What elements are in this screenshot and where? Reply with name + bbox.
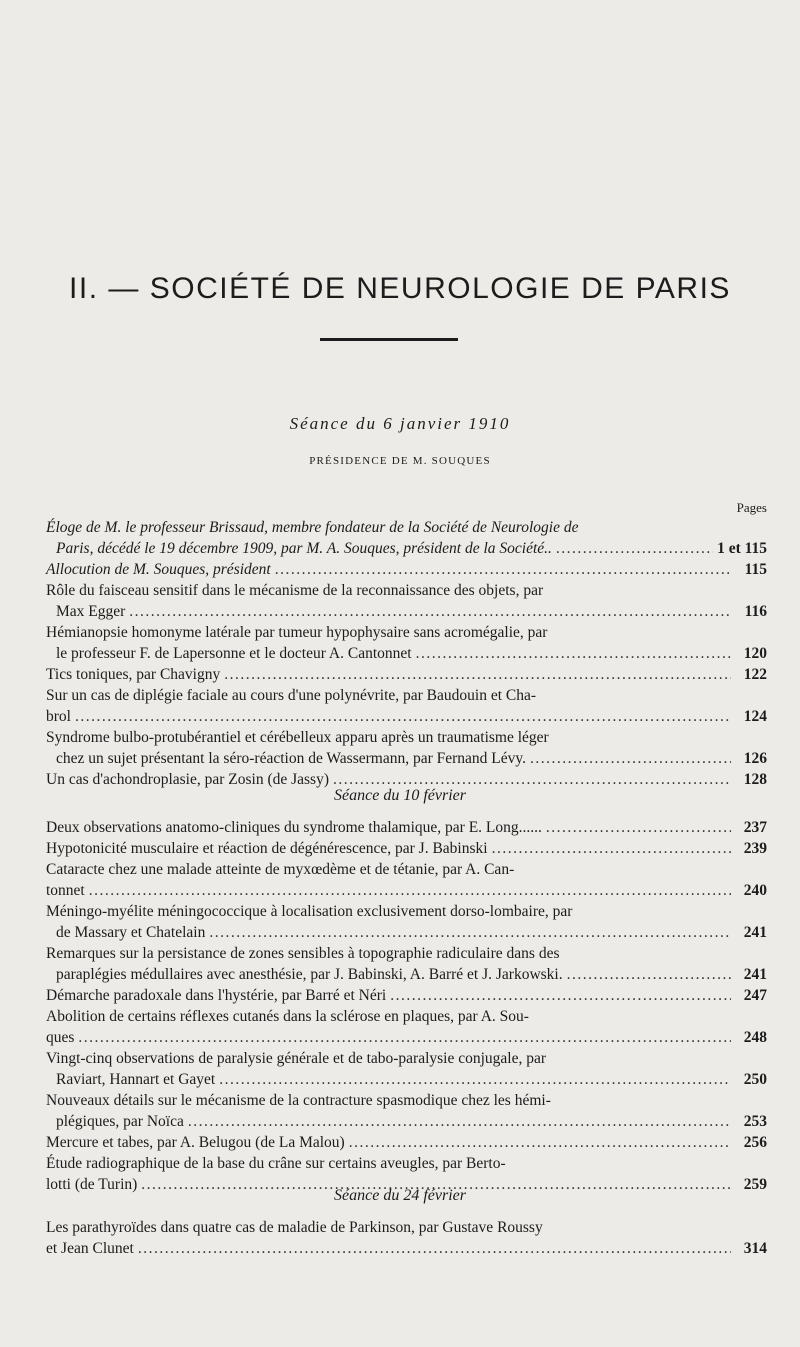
entry-text: ques bbox=[46, 1029, 75, 1046]
entry-text: Deux observations anatomo-cliniques du syndrome thalamique, par E. Long...... bbox=[46, 819, 542, 836]
entry-page: 120 bbox=[743, 645, 767, 662]
session-1-entries bbox=[46, 517, 767, 790]
entry-text: Abolition de certains réflexes cutanés dans la sclérose en plaques, par A. Sou- bbox=[46, 1008, 529, 1025]
toc-entry bbox=[46, 943, 767, 985]
entry-text: le professeur F. de Lapersonne et le docteur A. Cantonnet bbox=[56, 645, 412, 662]
entry-text: Hémianopsie homonyme latérale par tumeur hypophysaire sans acromégalie, par bbox=[46, 624, 548, 641]
pages-column-label: Pages bbox=[736, 500, 767, 515]
entry-page: 241 bbox=[743, 924, 767, 941]
entry-text: Hypotonicité musculaire et réaction de dégénérescence, par J. Babinski bbox=[46, 840, 488, 857]
entry-page: 240 bbox=[743, 882, 767, 899]
entry-text: Démarche paradoxale dans l'hystérie, par Barré et Néri bbox=[46, 987, 387, 1004]
entry-text: Étude radiographique de la base du crâne sur certains aveugles, par Berto- bbox=[46, 1155, 506, 1172]
entry-page: 314 bbox=[743, 1240, 767, 1257]
toc-entry bbox=[46, 727, 767, 769]
entry-page: 239 bbox=[743, 840, 767, 857]
toc-entry bbox=[46, 517, 767, 559]
session-title-3: Séance du 24 février bbox=[334, 1187, 466, 1204]
entry-page: 115 bbox=[744, 561, 767, 578]
toc-entry bbox=[46, 1090, 767, 1132]
entry-text: lotti (de Turin) bbox=[46, 1176, 138, 1193]
session-presidence: PRÉSIDENCE DE M. SOUQUES bbox=[309, 455, 491, 467]
entry-text: Mercure et tabes, par A. Belugou (de La Malou) bbox=[46, 1134, 345, 1151]
entry-text: Rôle du faisceau sensitif dans le mécanisme de la reconnaissance des objets, par bbox=[46, 582, 544, 599]
entry-text: Sur un cas de diplégie faciale au cours d'une polynévrite, par Baudouin et Cha- bbox=[46, 687, 537, 704]
toc-entry bbox=[46, 1132, 767, 1153]
toc-entry bbox=[46, 559, 767, 580]
toc-entry bbox=[46, 1048, 767, 1090]
entry-page: 248 bbox=[743, 1029, 767, 1046]
toc-entry bbox=[46, 859, 767, 901]
entry-page: 122 bbox=[743, 666, 767, 683]
entry-text: tonnet bbox=[46, 882, 85, 899]
entry-text: Max Egger bbox=[56, 603, 126, 620]
entry-text: Remarques sur la persistance de zones sensibles à topographie radiculaire dans des bbox=[46, 945, 560, 962]
session-title-1: Séance du 6 janvier 1910 bbox=[289, 414, 511, 433]
toc-entry bbox=[46, 901, 767, 943]
entry-text: Vingt-cinq observations de paralysie générale et de tabo-paralysie conjugale, par bbox=[46, 1050, 547, 1067]
toc-entry bbox=[46, 1006, 767, 1048]
toc-entry bbox=[46, 1217, 767, 1259]
entry-page: 247 bbox=[743, 987, 767, 1004]
entry-text: paraplégies médullaires avec anesthésie, par J. Babinski, A. Barré et J. Jarkowski. bbox=[56, 966, 563, 983]
entry-text: Nouveaux détails sur le mécanisme de la contracture spasmodique chez les hémi- bbox=[46, 1092, 551, 1109]
toc-entry bbox=[46, 838, 767, 859]
session-3-entries bbox=[46, 1217, 767, 1259]
entry-text: de Massary et Chatelain bbox=[56, 924, 206, 941]
entry-page: 237 bbox=[743, 819, 767, 836]
entry-page: 256 bbox=[743, 1134, 767, 1151]
entry-text: Méningo-myélite méningococcique à localisation exclusivement dorso-lombaire, par bbox=[46, 903, 573, 920]
toc-entry bbox=[46, 622, 767, 664]
entry-text: Allocution de M. Souques, président bbox=[46, 561, 271, 578]
entry-text: Paris, décédé le 19 décembre 1909, par M. A. Souques, président de la Société.. bbox=[56, 540, 552, 557]
section-heading: II. — SOCIÉTÉ DE NEUROLOGIE DE PARIS bbox=[69, 272, 731, 305]
entry-text: plégiques, par Noïca bbox=[56, 1113, 184, 1130]
session-title-2: Séance du 10 février bbox=[334, 787, 466, 804]
entry-page: 1 et 115 bbox=[717, 540, 767, 557]
entry-page: 241 bbox=[743, 966, 767, 983]
toc-entry bbox=[46, 580, 767, 622]
toc-entry bbox=[46, 817, 767, 838]
entry-text: Cataracte chez une malade atteinte de myxœdème et de tétanie, par A. Can- bbox=[46, 861, 515, 878]
entry-text: Les parathyroïdes dans quatre cas de maladie de Parkinson, par Gustave Roussy bbox=[46, 1219, 543, 1236]
toc-entry bbox=[46, 985, 767, 1006]
entry-text: chez un sujet présentant la séro-réaction de Wassermann, par Fernand Lévy. bbox=[56, 750, 527, 767]
toc-entry bbox=[46, 664, 767, 685]
toc-entry bbox=[46, 685, 767, 727]
entry-text: brol bbox=[46, 708, 71, 725]
entry-page: 250 bbox=[743, 1071, 767, 1088]
heading-rule bbox=[320, 338, 458, 341]
entry-text: Syndrome bulbo-protubérantiel et cérébelleux apparu après un traumatisme léger bbox=[46, 729, 549, 746]
entry-page: 128 bbox=[743, 771, 767, 788]
entry-text: Raviart, Hannart et Gayet bbox=[56, 1071, 216, 1088]
entry-page: 126 bbox=[743, 750, 767, 767]
entry-page: 253 bbox=[743, 1113, 767, 1130]
entry-text: et Jean Clunet bbox=[46, 1240, 134, 1257]
entry-text: Éloge de M. le professeur Brissaud, membre fondateur de la Société de Neurologie de bbox=[46, 519, 579, 536]
entry-text: Tics toniques, par Chavigny bbox=[46, 666, 221, 683]
entry-page: 116 bbox=[744, 603, 767, 620]
entry-page: 124 bbox=[743, 708, 767, 725]
session-2-entries bbox=[46, 817, 767, 1195]
entry-text: Un cas d'achondroplasie, par Zosin (de Jassy) bbox=[46, 771, 330, 788]
entry-page: 259 bbox=[743, 1176, 767, 1193]
